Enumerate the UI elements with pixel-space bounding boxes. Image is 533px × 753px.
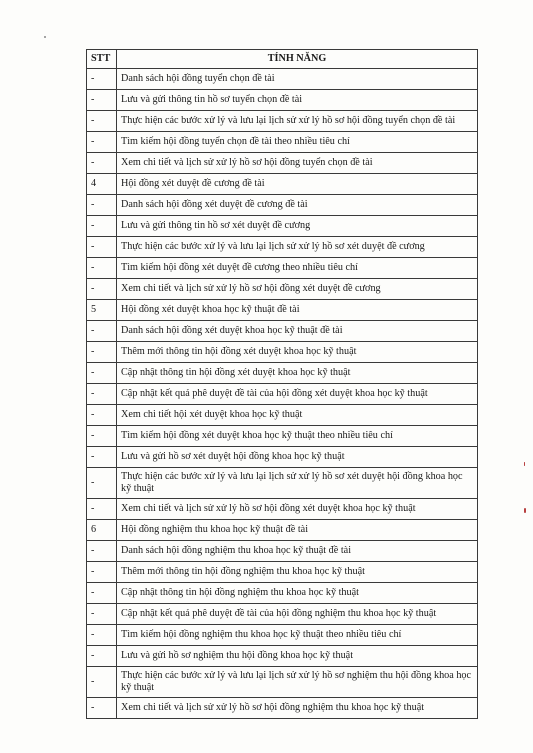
row-feature: Thêm mới thông tin hội đồng nghiệm thu khoa học kỹ thuật <box>117 562 478 583</box>
row-stt: - <box>87 468 117 499</box>
row-stt: - <box>87 90 117 111</box>
row-stt: - <box>87 153 117 174</box>
row-stt: - <box>87 111 117 132</box>
table-row <box>87 363 478 384</box>
scan-speck <box>524 508 526 513</box>
row-stt: - <box>87 667 117 698</box>
table-row <box>87 279 478 300</box>
row-stt: 6 <box>87 520 117 541</box>
row-feature: Cập nhật thông tin hội đồng nghiệm thu khoa học kỹ thuật <box>117 583 478 604</box>
row-stt: - <box>87 499 117 520</box>
table-row <box>87 174 478 195</box>
row-feature: Danh sách hội đồng xét duyệt đề cương đề tài <box>117 195 478 216</box>
table-row <box>87 405 478 426</box>
table-row <box>87 625 478 646</box>
table-row <box>87 499 478 520</box>
stt-header: STT <box>87 50 117 69</box>
table-row <box>87 384 478 405</box>
row-feature: Thực hiện các bước xử lý và lưu lại lịch sử xử lý hồ sơ nghiệm thu hội đồng khoa học kỹ thuật <box>117 667 478 698</box>
table-row <box>87 111 478 132</box>
row-feature: Lưu và gửi thông tin hồ sơ tuyển chọn đề tài <box>117 90 478 111</box>
row-feature: Tìm kiếm hội đồng nghiệm thu khoa học kỹ thuật theo nhiều tiêu chí <box>117 625 478 646</box>
table-row <box>87 604 478 625</box>
row-feature: Hội đồng nghiệm thu khoa học kỹ thuật đề tài <box>117 520 478 541</box>
row-stt: - <box>87 541 117 562</box>
scan-speck <box>44 36 46 38</box>
scan-speck <box>524 462 525 466</box>
row-feature: Thực hiện các bước xử lý và lưu lại lịch sử xử lý hồ sơ hội đồng tuyển chọn đề tài <box>117 111 478 132</box>
row-feature: Xem chi tiết và lịch sử xử lý hồ sơ hội đồng xét duyệt khoa học kỹ thuật <box>117 499 478 520</box>
table-row <box>87 698 478 719</box>
row-feature: Tìm kiếm hội đồng xét duyệt khoa học kỹ thuật theo nhiều tiêu chí <box>117 426 478 447</box>
table-row <box>87 583 478 604</box>
table-row <box>87 447 478 468</box>
row-stt: - <box>87 279 117 300</box>
row-feature: Thực hiện các bước xử lý và lưu lại lịch sử xử lý hồ sơ xét duyệt đề cương <box>117 237 478 258</box>
table-header-row <box>87 50 478 69</box>
row-stt: - <box>87 216 117 237</box>
row-feature: Lưu và gửi hồ sơ nghiệm thu hội đồng khoa học kỹ thuật <box>117 646 478 667</box>
table-row <box>87 667 478 698</box>
row-stt: - <box>87 604 117 625</box>
row-feature: Xem chi tiết và lịch sử xử lý hồ sơ hội đồng nghiệm thu khoa học kỹ thuật <box>117 698 478 719</box>
row-feature: Tìm kiếm hội đồng xét duyệt đề cương theo nhiều tiêu chí <box>117 258 478 279</box>
table-row <box>87 468 478 499</box>
row-stt: 4 <box>87 174 117 195</box>
table-row <box>87 646 478 667</box>
row-feature: Hội đồng xét duyệt khoa học kỹ thuật đề tài <box>117 300 478 321</box>
row-feature: Cập nhật thông tin hội đồng xét duyệt khoa học kỹ thuật <box>117 363 478 384</box>
row-stt: - <box>87 625 117 646</box>
row-feature: Danh sách hội đồng xét duyệt khoa học kỹ thuật đề tài <box>117 321 478 342</box>
feature-header: TÍNH NĂNG <box>117 50 478 69</box>
row-stt: - <box>87 258 117 279</box>
row-feature: Thêm mới thông tin hội đồng xét duyệt khoa học kỹ thuật <box>117 342 478 363</box>
row-feature: Cập nhật kết quả phê duyệt đề tài của hội đồng nghiệm thu khoa học kỹ thuật <box>117 604 478 625</box>
row-stt: - <box>87 405 117 426</box>
row-stt: - <box>87 363 117 384</box>
row-stt: - <box>87 69 117 90</box>
row-feature: Lưu và gửi hồ sơ xét duyệt hội đồng khoa học kỹ thuật <box>117 447 478 468</box>
row-stt: - <box>87 698 117 719</box>
row-feature: Thực hiện các bước xử lý và lưu lại lịch sử xử lý hồ sơ xét duyệt hội đồng khoa học kỹ thuật <box>117 468 478 499</box>
row-feature: Tìm kiếm hội đồng tuyển chọn đề tài theo nhiều tiêu chí <box>117 132 478 153</box>
row-feature: Lưu và gửi thông tin hồ sơ xét duyệt đề cương <box>117 216 478 237</box>
row-stt: - <box>87 132 117 153</box>
row-feature: Xem chi tiết và lịch sử xử lý hồ sơ hội đồng xét duyệt đề cương <box>117 279 478 300</box>
table-row <box>87 426 478 447</box>
row-stt: - <box>87 195 117 216</box>
table-row <box>87 342 478 363</box>
row-stt: - <box>87 237 117 258</box>
feature-table-body <box>87 69 478 719</box>
row-stt: - <box>87 646 117 667</box>
table-row <box>87 321 478 342</box>
table-row <box>87 520 478 541</box>
row-feature: Cập nhật kết quả phê duyệt đề tài của hội đồng xét duyệt khoa học kỹ thuật <box>117 384 478 405</box>
row-feature: Xem chi tiết hội xét duyệt khoa học kỹ thuật <box>117 405 478 426</box>
table-row <box>87 195 478 216</box>
table-row <box>87 258 478 279</box>
row-stt: - <box>87 321 117 342</box>
row-stt: - <box>87 342 117 363</box>
row-stt: - <box>87 447 117 468</box>
table-row <box>87 237 478 258</box>
row-stt: 5 <box>87 300 117 321</box>
row-stt: - <box>87 426 117 447</box>
row-feature: Hội đồng xét duyệt đề cương đề tài <box>117 174 478 195</box>
table-row <box>87 69 478 90</box>
table-row <box>87 562 478 583</box>
row-stt: - <box>87 583 117 604</box>
table-row <box>87 541 478 562</box>
row-stt: - <box>87 562 117 583</box>
table-row <box>87 153 478 174</box>
table-row <box>87 132 478 153</box>
table-row <box>87 90 478 111</box>
row-feature: Danh sách hội đồng tuyển chọn đề tài <box>117 69 478 90</box>
table-row <box>87 300 478 321</box>
table-row <box>87 216 478 237</box>
row-feature: Xem chi tiết và lịch sử xử lý hồ sơ hội đồng tuyển chọn đề tài <box>117 153 478 174</box>
row-stt: - <box>87 384 117 405</box>
row-feature: Danh sách hội đồng nghiệm thu khoa học kỹ thuật đề tài <box>117 541 478 562</box>
feature-table <box>86 49 478 719</box>
